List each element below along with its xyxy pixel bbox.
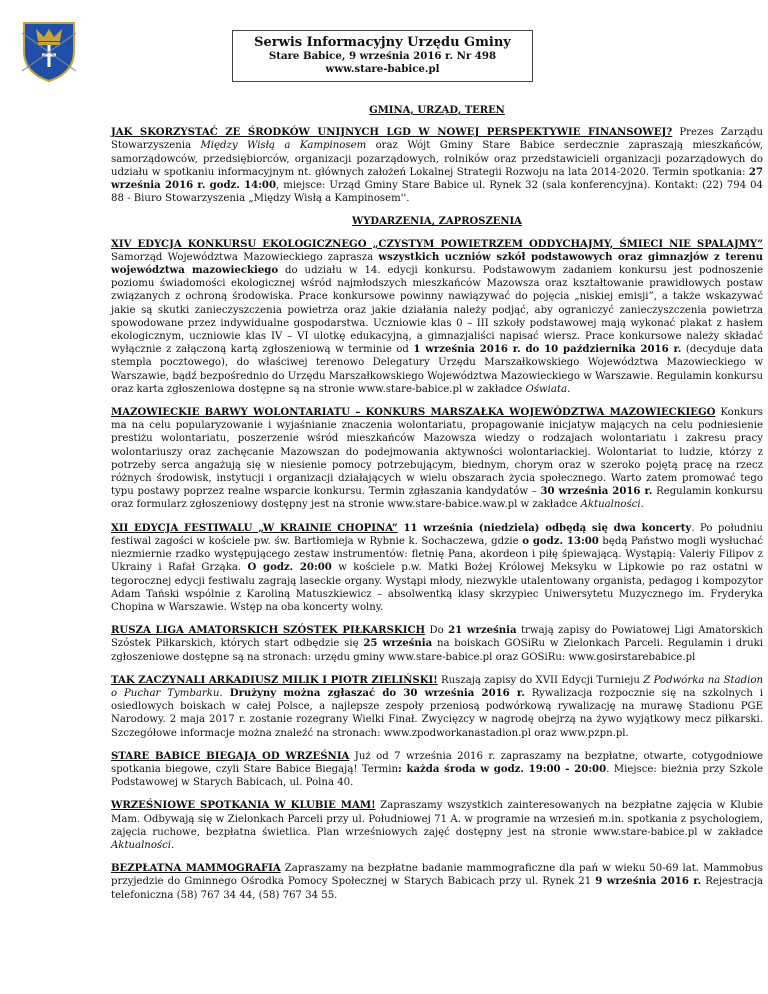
article-text: Samorząd Województwa Mazowieckiego zaprasza [111,251,379,263]
article [111,406,763,512]
article-bold: 21 września [448,624,517,637]
article [111,862,763,902]
article-text: na boiskach GOSiRu w Zielonkach Parceli. Regulamin i druki zgłoszeniowe dostępne są na stronach: urzędu gminy www.stare-babice.pl oraz GOSiRu: www.gosirstarebabice.pl [111,638,763,663]
article-text: , miejsce: Urząd Gminy Stare Babice ul. Rynek 32 (sala konferencyjna). Kontakt: (22) 794 04 88 - Biuro Stowarzyszenia „Między Wisłą a Kampinosem''. [111,180,764,205]
article-bold: : każda środa w godz. 19:00 - 20:00 [398,762,607,775]
article-text: trwają zapisy do Powiatowej Ligi Amatorskich Szóstek Piłkarskich, których start odbędzie się [111,625,764,650]
article-text: Konkurs ma na celu popularyzowanie i wyjaśnianie znaczenia wolontariatu, propagowanie inicjatyw mających na celu podniesienie prestiżu wolontariatu, poszerzenie wśród mieszkańców Mazowsza wiedzy o rodzajach wolontariatu i zakresu pracy wolontariuszy oraz zachęcanie Mazowszan do podejmowania aktywności wolontariackiej. Wolontariat to ludzie, którzy z potrzeby serca angażują się w niesienie pomocy potrzebującym, biednym, chorym oraz w szeroko pojętą pracę na rzecz różnych środowisk, instytucji i organizacji działających w wielu obszarach życia społecznego. Warto zatem promować tego typu postawy poprzez realne wsparcie konkursu. Termin zgłaszania kandydatów – [111,407,763,498]
article [111,126,763,205]
article-text: do udziału w 14. edycji konkursu. Podstawowym zadaniem konkursu jest podnoszenie poziomu świadomości ekologicznej wśród najmłodszych mieszkańców Mazowsza oraz kształtowanie prawidłowych postaw związanych z ochroną środowiska. Prace konkursowe powinny nawiązywać do pojęcia „niskiej emisji”, a także wskazywać jakie są skutki zanieczyszczenia powietrza oraz jakie działania należy podjąć, aby ograniczyć zanieczyszczenia powietrza spowodowane przez indywidualne gospodarstwa. Uczniowie klas 0 – III szkoły podstawowej mają wykonać plakat z hasłem ekologicznym, uczniowie klas IV – VI ulotkę edukacyjną, a gimnazjaliści napisać wiersz. Prace konkursowe należy składać wyłącznie z załączoną kartą zgłoszeniową w terminie od [111,265,764,356]
article-bold: 30 września 2016 r. [540,485,653,498]
article-title: BEZPŁATNA MAMMOGRAFIA [111,862,281,875]
article-text: Zapraszamy wszystkich zainteresowanych na bezpłatne zajęcia w Klubie Mam. Odbywają się w Zielonkach Parceli przy ul. Południowej 71 A. w programie na wrzesień m.in. spotkania z psychologiem, zajęcia ruchowe, bezpłatna świetlica. Plan wrześniowych zajęć dostępny jest na stronie www.stare-babice.pl w zakładce [111,800,763,838]
article-text: . [567,383,571,395]
article [111,522,763,614]
article-text: Rejestracja telefoniczna (58) 767 34 44, (58) 767 34 55. [111,876,764,901]
article-text: . Miejsce: bieżnia przy Szkole Podstawowej w Starych Babicach, ul. Polna 40. [111,763,763,789]
article-text: Już od 7 września 2016 r. zapraszamy na bezpłatne, otwarte, cotygodniowe spotkania biegowe, czyli Stare Babice Biegają! Termin [111,750,763,775]
article-bold: wszystkich uczniów szkół podstawowych oraz gimnazjów z terenu województwa mazowieckiego [111,250,764,277]
article-italic: Między Wisłą a Kampinosem [200,140,367,152]
header-title: Serwis Informacyjny Urzędu Gminy [254,35,511,50]
article-text: Rywalizacja rozpocznie się na szkolnych i osiedlowych boiskach w całej Polsce, a najlepsze zespoły przeniosą podwórkową rywalizację na murawę Stadionu PGE Narodowy. 2 maja 2017 r. zostanie rozegrany Wielki Finał. Zwycięzcy w nagrodę obejrzą na żywo wyjątkowy mecz piłkarski. Szczegółowe informacje można znaleźć na stronach: www.zpodworkanastadion.pl oraz www.pzpn.pl. [111,687,763,739]
article-text: . Po południu festiwal zagości w kościele pw. św. Bartłomieja w Rybnie k. Sochaczewa, gdzie [111,522,764,547]
article-bold: 27 września 2016 r. godz. 14:00 [111,165,763,192]
article-text: Prezes Zarządu Stowarzyszenia [111,127,763,152]
section-heading: WYDARZENIA, ZAPROSZENIA [352,216,522,228]
article-italic: Aktualności. [111,839,175,851]
article-title: TAK ZACZYNALI ARKADIUSZ MILIK I PIOTR ZIELIŃSKI! [111,673,438,686]
header-issue: Stare Babice, 9 września 2016 r. Nr 498 [268,50,497,62]
article-bold: Drużyny można zgłaszać do 30 września 2016 r. [222,686,525,699]
article-text: Ruszają zapisy do XVII Edycji Turnieju [437,674,644,686]
header-box [232,30,533,82]
article-text: Regulamin konkursu oraz formularz zgłoszeniowy dostępny jest na stronie www.stare-babice.waw.pl w zakładce [111,486,764,511]
article-bold: 1 września 2016 r. do 10 października 2016 r. [413,343,682,356]
article-title: STARE BABICE BIEGAJĄ OD WRZEŚNIA [111,749,350,762]
article-bold: o godz. 13:00 [522,534,599,547]
article-text: . [640,499,644,511]
article [111,624,763,664]
article-bold: 25 września [363,637,433,650]
article-text: oraz Wójt Gminy Stare Babice serdecznie zapraszają mieszkańców, samorządowców, przedsiębiorców, organizacji pozarządowych, rolników oraz przedstawicieli organizacji pozarządowych do udziału w spotkaniu informacyjnym nt. głównych założeń Lokalnej Strategii Rozwoju na lata 2014-2020. Termin spotkania: [111,140,763,178]
article-text: (decyduje data stempla pocztowego), do właściwej terenowo Delegatury Urzędu Marszałkowskiego Województwa Mazowieckiego w Warszawie, bądź bezpośrednio do Urzędu Marszałkowskiego Województwa Mazowieckiego w Warszawie. Regulamin konkursu oraz karta zgłoszeniowa dostępne są na stronie www.stare-babice.pl w zakładce [111,344,763,395]
article-text: Zapraszamy na bezpłatne badanie mammograficzne dla pań w wieku 50-69 lat. Mammobus przyjedzie do Gminnego Ośrodka Pomocy Społecznej w Starych Babicach przy ul. Rynek 21 [111,863,763,888]
article-title: XII EDYCJA FESTIWALU „W KRAINIE CHOPINA” [111,521,398,534]
coat-of-arms-icon [18,15,80,85]
article-italic: Z Podwórka na Stadion o Puchar Tymbarku. [111,674,763,699]
article-title: XIV EDYCJA KONKURSU EKOLOGICZNEGO „CZYSTYM POWIETRZEM ODDYCHAJMY, ŚMIECI NIE SPALAJMY” [111,237,763,250]
article-title: WRZEŚNIOWE SPOTKANIA W KLUBIE MAM! [111,799,376,812]
article-text: w kościele p.w. Matki Bożej Królowej Meksyku w Lipkowie po raz ostatni w tegorocznej edycji festiwalu zagrają laseckie organy. Wystąpi młody, niezwykle utalentowany organista, pedagog i kompozytor Adam Tański wspólnie z Karoliną Matuszkiewicz – absolwentką klasy skrzypiec Uniwersytetu Muzycznego im. Fryderyka Chopina w Warszawie. Wstęp na oba koncerty wolny. [111,562,763,613]
article [111,674,763,740]
article-text: będą Państwo mogli wysłuchać niezmiernie rzadko występującego zestaw instrumentów: fletnię Pana, akordeon i piłę śpiewającą. Wystąpią: Valeriy Filipov z Ukrainy i Rafał Grząka. [111,535,763,574]
article-bold: 11 września (niedziela) odbędą się dwa koncerty [397,521,692,534]
header-url[interactable]: www.stare-babice.pl [325,63,440,75]
section-heading: GMINA, URZĄD, TEREN [369,105,505,116]
article [111,799,763,852]
article-title: RUSZA LIGA AMATORSKICH SZÓSTEK PIŁKARSKICH [111,624,426,637]
article-italic: Oświata [525,383,568,395]
article-bold: 9 września 2016 r. [595,875,702,888]
article-bold: O godz. 20:00 [247,561,332,574]
article [111,750,763,790]
article-title: JAK SKORZYSTAĆ ZE ŚRODKÓW UNIJNYCH LGD W NOWEJ PERSPEKTYWIE FINANSOWEJ? [111,126,673,139]
article-text: Do [425,625,449,637]
crest [18,15,80,85]
article [111,238,763,396]
content [111,104,763,912]
article-italic: Aktualności [580,499,641,511]
article-title: MAZOWIECKIE BARWY WOLONTARIATU – KONKURS MARSZAŁKA WOJEWÓDZTWA MAZOWIECKIEGO [111,406,716,419]
